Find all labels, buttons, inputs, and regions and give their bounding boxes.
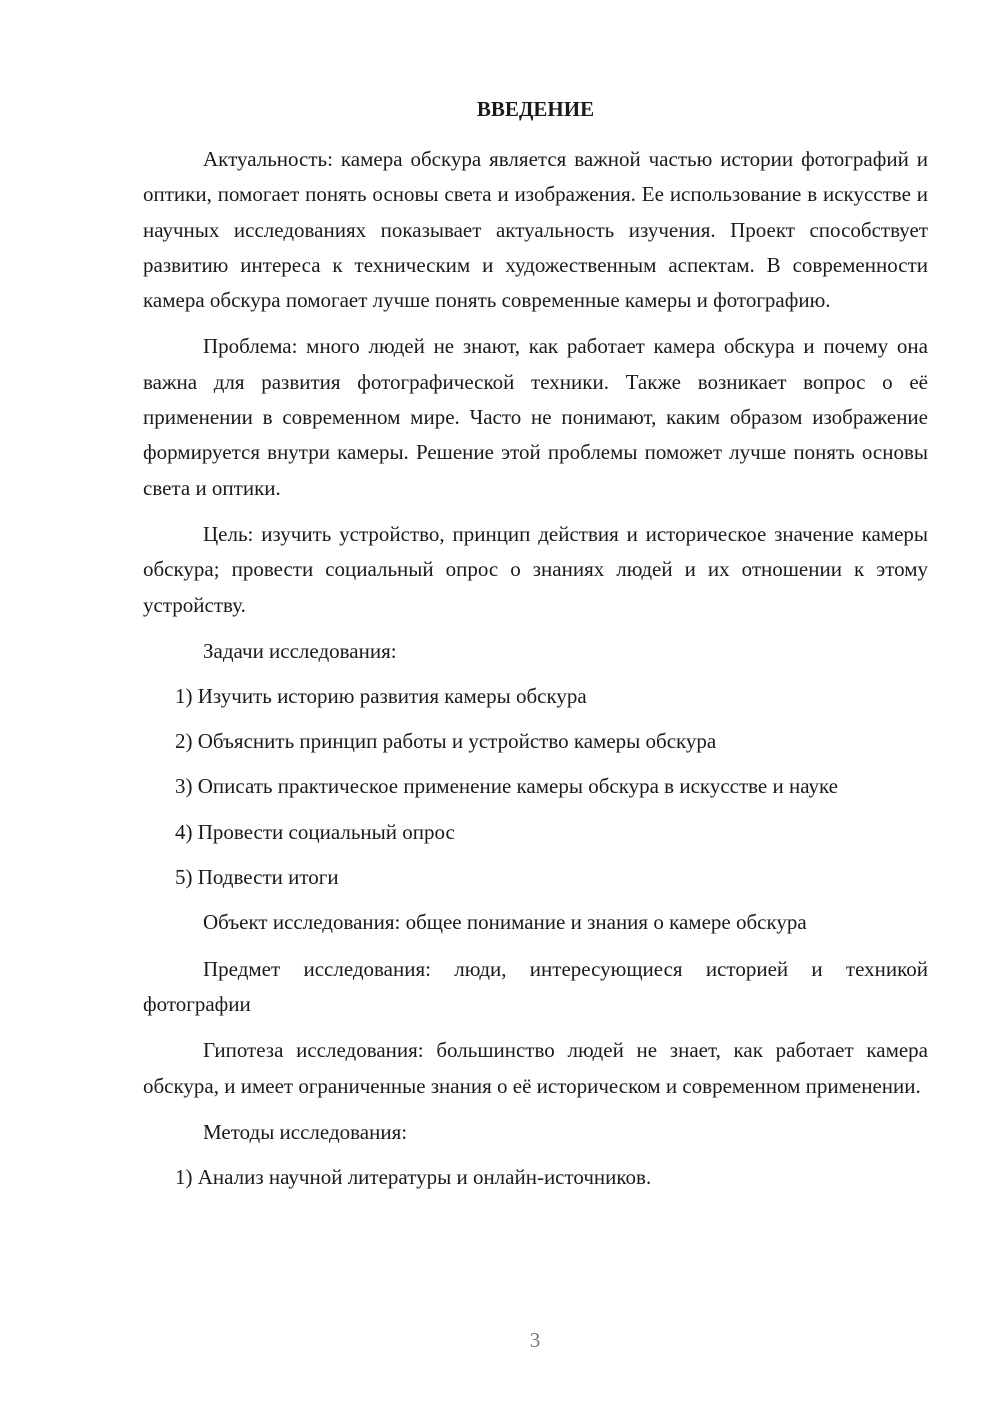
subject-paragraph: Предмет исследования: люди, интересующиеся историей и техникой фотографии [143,956,928,1016]
hypothesis-paragraph: Гипотеза исследования: большинство людей не знает, как работает камера обскура, и имеет ограниченные знания о её историческом и современном применении. [143,1038,928,1098]
relevance-paragraph: Актуальность: камера обскура является важной частью истории фотографий и оптики, помогает понять основы света и изображения. Ее использование в искусстве и научных исследованиях показывает актуальность изучения. Проект способствует развитию интереса к техническим и художественным аспектам. В современности камера обскура помогает лучше понять современные камеры и фотографию. [143,147,928,313]
task-item: 2) Объяснить принцип работы и устройство камеры обскура [175,729,717,754]
task-item: 4) Провести социальный опрос [175,819,455,844]
document-page [143,92,928,1205]
task-item: 1) Изучить историю развития камеры обскура [175,683,587,708]
goal-paragraph: Цель: изучить устройство, принцип действия и историческое значение камеры обскура; провести социальный опрос о знаниях людей и их отношении к этому устройству. [143,521,928,617]
section-title: ВВЕДЕНИЕ [476,97,595,121]
task-item: 5) Подвести итоги [175,865,339,890]
problem-paragraph: Проблема: много людей не знают, как работает камера обскура и почему она важна для развития фотографической техники. Также возникает вопрос о её применении в современном мире. Часто не понимают, каким образом изображение формируется внутри камеры. Решение этой проблемы поможет лучше понять основы света и оптики. [143,334,928,500]
methods-heading: Методы исследования: [203,1119,408,1144]
page-number: 3 [529,1328,541,1352]
task-item: 3) Описать практическое применение камеры обскура в искусстве и науке [175,774,838,799]
tasks-heading: Задачи исследования: [203,638,397,663]
object-paragraph: Объект исследования: общее понимание и знания о камере обскура [203,910,807,935]
method-item: 1) Анализ научной литературы и онлайн-источников. [175,1164,652,1189]
